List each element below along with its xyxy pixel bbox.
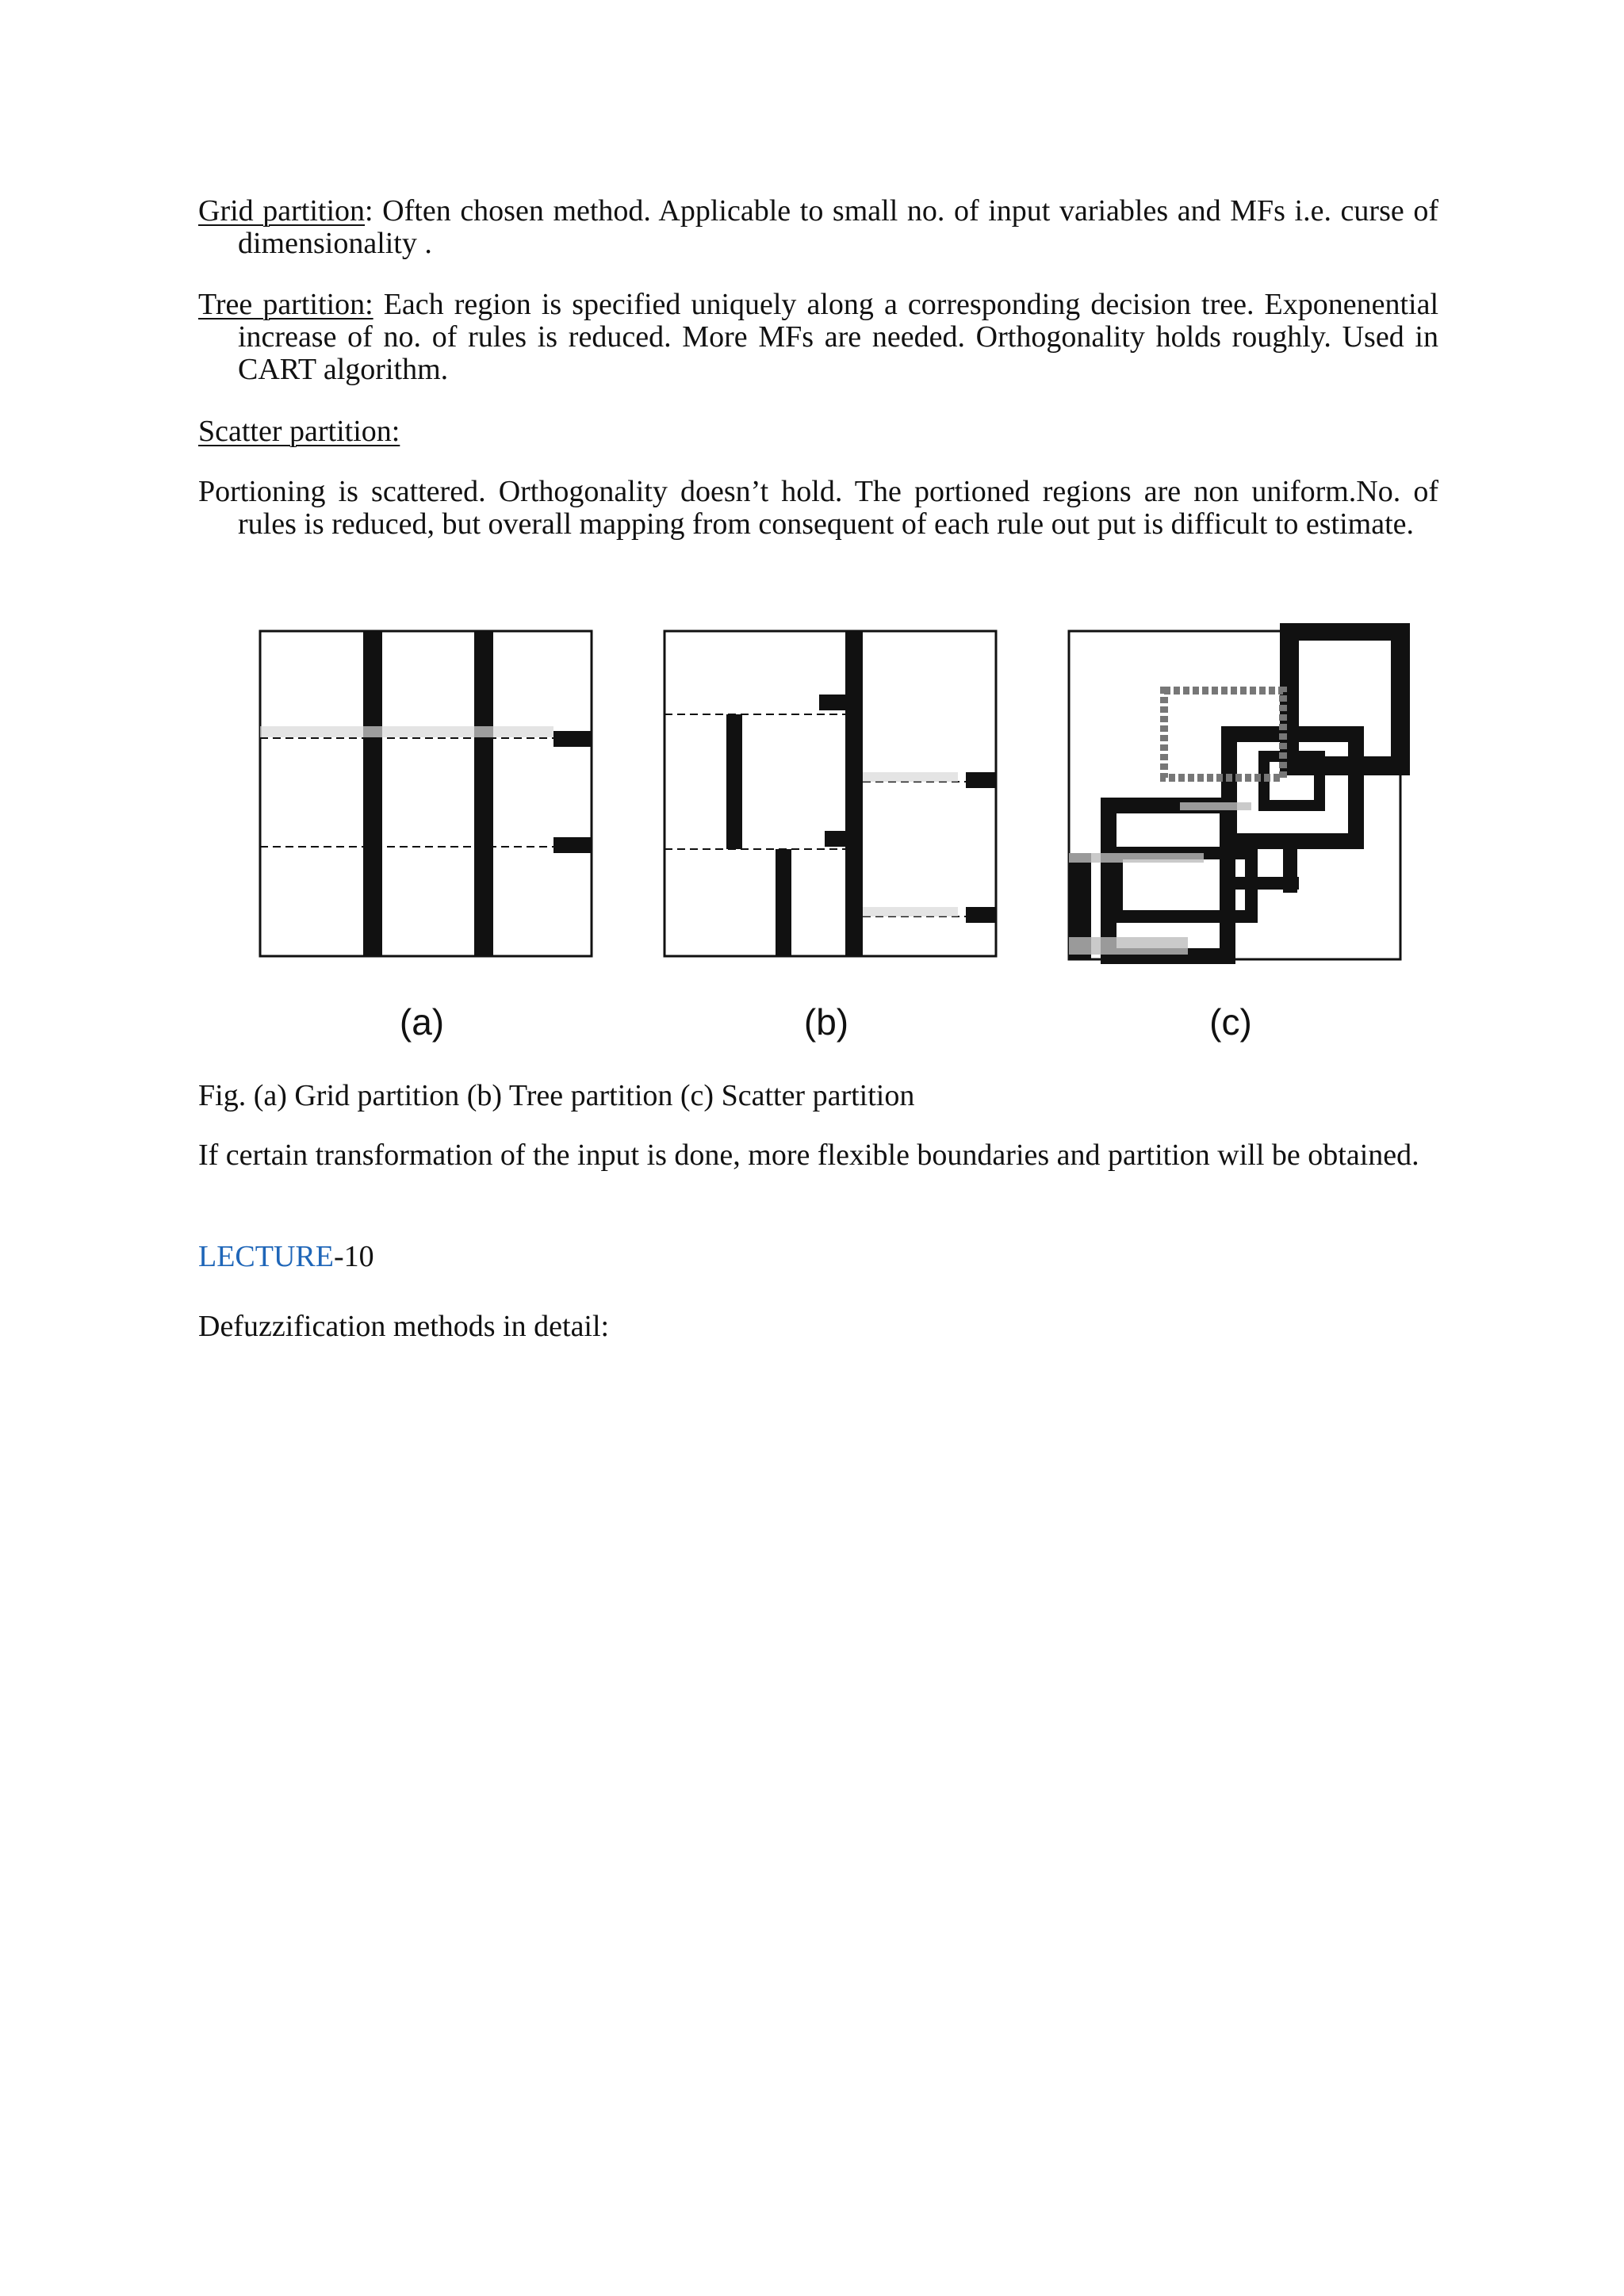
figure-label-a: (a)	[399, 1001, 445, 1043]
tree-partition-diagram	[665, 631, 996, 956]
grid-partition-term: Grid partition	[198, 194, 366, 228]
grid-partition-paragraph	[198, 195, 1438, 260]
figure-label-c: (c)	[1209, 1001, 1252, 1043]
tree-partition-text: Each region is specified uniquely along a corresponding decision tree. Exponenential increase of no. of rules is reduced. More MFs are needed. Orthogonality holds roughly. Used in CART algorithm.	[238, 288, 1439, 386]
lecture-number: -10	[333, 1240, 374, 1273]
scatter-partition-heading	[198, 415, 1438, 448]
defuzzification-heading: Defuzzification methods in detail:	[198, 1310, 610, 1343]
grid-partition-diagram	[260, 631, 592, 956]
lecture-word: LECTURE	[198, 1240, 334, 1273]
tree-partition-term: Tree partition:	[198, 288, 373, 321]
partition-figure	[252, 623, 1410, 1051]
tree-partition-paragraph	[198, 289, 1438, 386]
scatter-partition-diagram	[1069, 631, 1400, 959]
transformation-paragraph: If certain transformation of the input is done, more flexible boundaries and partition will be obtained.	[198, 1138, 1419, 1172]
figure-label-b: (b)	[803, 1001, 849, 1043]
scatter-partition-term: Scatter partition:	[198, 415, 400, 448]
grid-partition-text: : Often chosen method. Applicable to small no. of input variables and MFs i.e. curse of dimensionality .	[238, 194, 1438, 260]
figure-caption: Fig. (a) Grid partition (b) Tree partition (c) Scatter partition	[198, 1079, 915, 1112]
lecture-heading	[198, 1241, 1438, 1273]
scatter-partition-paragraph: Portioning is scattered. Orthogonality doesn’t hold. The portioned regions are non uniform.No. of rules is reduced, but overall mapping from consequent of each rule out put is difficult to estimate.	[198, 475, 1438, 541]
